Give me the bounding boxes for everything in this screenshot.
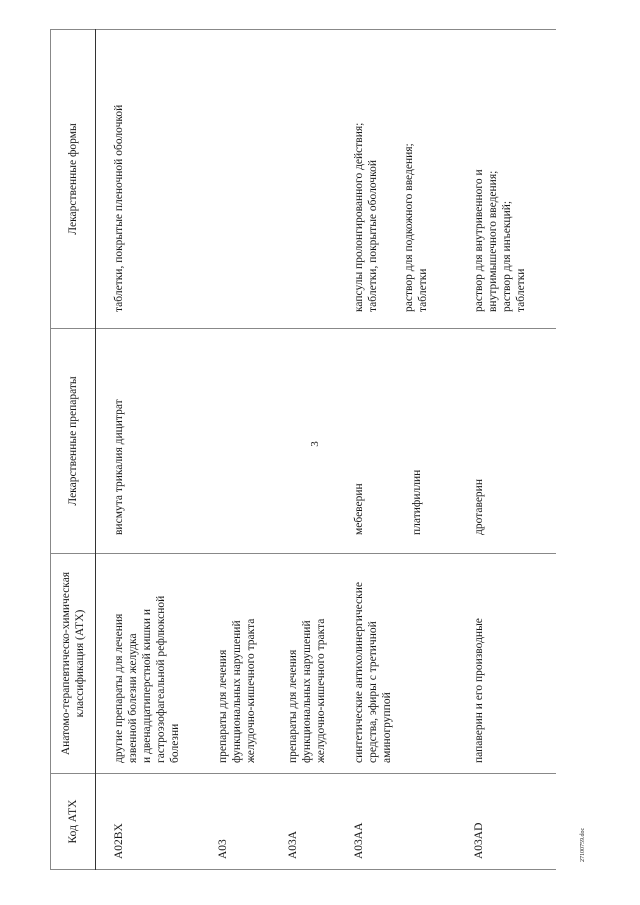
document-reference: 27100759.doc — [580, 827, 586, 862]
classification-line: желудочно-кишечного тракта — [244, 618, 257, 763]
drug-name — [336, 329, 456, 554]
page-number: 3 — [308, 441, 321, 447]
dosage-forms — [270, 30, 336, 329]
dosage-form-line: капсулы пролонгированного действия; — [352, 122, 365, 312]
classification-line: препараты для лечения — [286, 649, 299, 763]
atx-code: A02BX — [96, 774, 200, 870]
atx-classification — [270, 554, 336, 774]
atx-code: A03A — [270, 774, 336, 870]
header-code: Код АТХ — [51, 774, 96, 870]
classification-line: папаверин и его производные — [472, 618, 485, 763]
drug-name: мебеверин — [352, 483, 365, 535]
atx-classification — [336, 554, 456, 774]
atx-classification — [200, 554, 270, 774]
classification-line: гастроэзофагеальной рефлюксной — [155, 595, 167, 763]
table-row — [456, 30, 556, 870]
atx-classification — [456, 554, 556, 774]
atx-drug-table — [50, 29, 556, 870]
atx-code: A03AA — [336, 774, 456, 870]
header-forms: Лекарственные формы — [51, 30, 96, 329]
classification-line: аминогруппой — [380, 692, 393, 763]
classification-line: функциональных нарушений — [300, 620, 313, 763]
atx-code: A03 — [200, 774, 270, 870]
atx-classification — [96, 554, 200, 774]
table-row — [200, 30, 270, 870]
dosage-form-line: таблетки — [416, 268, 429, 312]
dosage-form-line: таблетки, покрытые оболочкой — [366, 160, 379, 312]
header-drugs: Лекарственные препараты — [51, 329, 96, 554]
table-header-row — [51, 30, 96, 870]
classification-line: препараты для лечения — [216, 649, 229, 763]
classification-line: желудочно-кишечного тракта — [314, 618, 327, 763]
classification-line: и двенадцатиперстной кишки и — [141, 608, 153, 763]
dosage-forms — [336, 30, 456, 329]
classification-line: средства, эфиры с третичной — [366, 621, 379, 763]
atx-code: A03AD — [456, 774, 556, 870]
drug-name — [270, 329, 336, 554]
dosage-forms — [456, 30, 556, 329]
table-row — [96, 30, 200, 870]
dosage-forms — [200, 30, 270, 329]
classification-line: синтетические антихолинергические — [352, 582, 365, 763]
drug-name — [200, 329, 270, 554]
classification-line: болезни — [169, 723, 181, 763]
dosage-form-line: таблетки — [514, 268, 527, 312]
drug-name: платифиллин — [410, 469, 423, 535]
dosage-form-line: раствор для подкожного введения; — [402, 143, 415, 312]
dosage-form-line: внутримышечного введения; — [486, 170, 499, 312]
classification-line: другие препараты для лечения — [113, 613, 125, 763]
dosage-forms: таблетки, покрытые пленочной оболочкой — [96, 30, 200, 329]
header-classification: Анатомо-терапевтическо-химическая классификация (АТХ) — [51, 554, 96, 774]
classification-line: язвенной болезни желудка — [127, 633, 139, 763]
drug-name: висмута трикалия дицитрат — [96, 329, 200, 554]
table-row — [336, 30, 456, 870]
dosage-form-line: раствор для внутривенного и — [472, 169, 485, 312]
drug-name: дротаверин — [456, 329, 556, 554]
table-row — [270, 30, 336, 870]
dosage-form-line: раствор для инъекций; — [500, 200, 513, 312]
classification-line: функциональных нарушений — [230, 620, 243, 763]
